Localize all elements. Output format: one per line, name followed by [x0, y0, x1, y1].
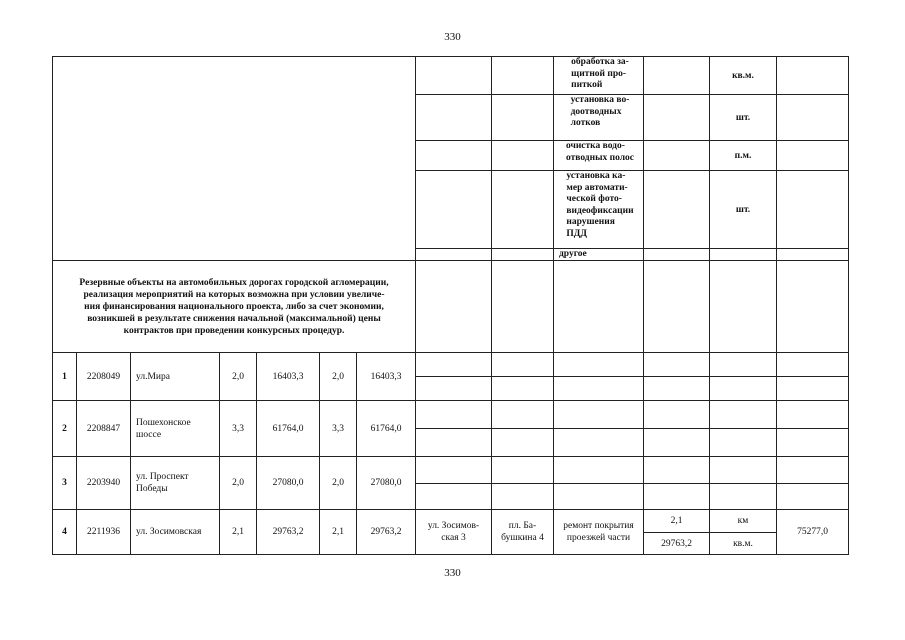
empty-cell — [709, 260, 777, 353]
empty-cell — [415, 140, 492, 171]
road-length-2: 2,0 — [319, 456, 357, 510]
section-start: ул. Зосимов- ская 3 — [415, 509, 492, 555]
empty-cell — [776, 456, 849, 484]
empty-cell — [643, 483, 710, 510]
road-cost-2: 61764,0 — [356, 400, 416, 457]
work-total: 75277,0 — [776, 509, 849, 555]
empty-cell — [491, 483, 554, 510]
road-code: 2211936 — [76, 509, 131, 555]
empty-cell — [491, 56, 554, 95]
empty-cell — [643, 94, 710, 141]
empty-cell — [643, 260, 710, 353]
road-code: 2208847 — [76, 400, 131, 457]
empty-cell — [643, 428, 710, 457]
work-unit: кв.м. — [709, 532, 777, 555]
empty-cell — [553, 260, 644, 353]
empty-cell — [643, 376, 710, 401]
empty-cell — [553, 352, 644, 377]
road-cost-2: 27080,0 — [356, 456, 416, 510]
empty-cell — [415, 94, 492, 141]
road-name: ул. Зосимовская — [130, 509, 220, 555]
empty-cell — [776, 428, 849, 457]
reserve-heading: Резервные объекты на автомобильных дорогах городской агломерации, реализация мероприятий на которых возможна при условии увеличе- ния финансирования национального проекта, либо за счет экономии, возникшей в результате снижения начальной (максимальной) цены контрактов при проведении конкурсных процедур. — [52, 260, 416, 353]
work-type-cell: установка ка- мер автомати- ческой фото- видеофиксации нарушения ПДД — [553, 170, 644, 249]
unit-cell: кв.м. — [709, 56, 777, 95]
empty-cell — [553, 400, 644, 429]
road-code: 2203940 — [76, 456, 131, 510]
row-number: 1 — [52, 352, 77, 401]
unit-cell: шт. — [709, 170, 777, 249]
empty-cell — [415, 428, 492, 457]
road-cost-2: 29763,2 — [356, 509, 416, 555]
empty-cell — [709, 456, 777, 484]
empty-cell — [776, 260, 849, 353]
empty-cell — [415, 400, 492, 429]
empty-cell — [709, 428, 777, 457]
empty-cell — [776, 56, 849, 95]
work-type-cell: обработка за- щитной про- питкой — [553, 56, 644, 95]
row-number: 2 — [52, 400, 77, 457]
empty-cell — [491, 428, 554, 457]
empty-cell — [553, 428, 644, 457]
work-volume: 2,1 — [643, 509, 710, 533]
row-number: 3 — [52, 456, 77, 510]
row-number: 4 — [52, 509, 77, 555]
work-unit: км — [709, 509, 777, 533]
empty-cell — [553, 376, 644, 401]
empty-cell — [709, 376, 777, 401]
section-end: пл. Ба- бушкина 4 — [491, 509, 554, 555]
unit-cell: шт. — [709, 94, 777, 141]
empty-cell — [491, 376, 554, 401]
road-length-2: 3,3 — [319, 400, 357, 457]
road-cost-2: 16403,3 — [356, 352, 416, 401]
empty-cell — [776, 352, 849, 377]
empty-cell — [643, 140, 710, 171]
empty-cell — [491, 456, 554, 484]
road-code: 2208049 — [76, 352, 131, 401]
empty-cell — [415, 260, 492, 353]
work-type-cell: установка во- доотводных лотков — [553, 94, 644, 141]
empty-cell — [415, 376, 492, 401]
empty-cell — [415, 56, 492, 95]
empty-cell — [491, 94, 554, 141]
unit-cell: п.м. — [709, 140, 777, 171]
empty-cell — [643, 400, 710, 429]
road-cost: 61764,0 — [256, 400, 320, 457]
empty-cell — [776, 140, 849, 171]
empty-cell — [643, 170, 710, 249]
empty-cell — [491, 400, 554, 429]
road-cost: 16403,3 — [256, 352, 320, 401]
empty-cell — [709, 483, 777, 510]
empty-cell — [491, 352, 554, 377]
road-name: ул. Проспект Победы — [130, 456, 220, 510]
road-length: 2,0 — [219, 352, 257, 401]
empty-cell — [491, 140, 554, 171]
empty-cell — [491, 260, 554, 353]
empty-cell — [709, 352, 777, 377]
work-volume: 29763,2 — [643, 532, 710, 555]
empty-cell — [776, 483, 849, 510]
empty-cell — [415, 483, 492, 510]
road-cost: 27080,0 — [256, 456, 320, 510]
empty-cell — [776, 170, 849, 249]
road-length: 3,3 — [219, 400, 257, 457]
empty-cell — [415, 352, 492, 377]
road-length: 2,0 — [219, 456, 257, 510]
empty-cell — [553, 456, 644, 484]
empty-cell — [709, 400, 777, 429]
empty-cell — [415, 456, 492, 484]
empty-cell — [643, 56, 710, 95]
work-type-cell: другое — [553, 248, 644, 261]
road-length: 2,1 — [219, 509, 257, 555]
empty-cell — [491, 170, 554, 249]
road-name: Пошехонское шоссе — [130, 400, 220, 457]
work-type-cell: очистка водо- отводных полос — [553, 140, 644, 171]
work-type: ремонт покрытия проезжей части — [553, 509, 644, 555]
empty-cell — [776, 400, 849, 429]
road-length-2: 2,0 — [319, 352, 357, 401]
road-length-2: 2,1 — [319, 509, 357, 555]
empty-cell — [553, 483, 644, 510]
road-name: ул.Мира — [130, 352, 220, 401]
empty-cell — [643, 456, 710, 484]
empty-cell — [643, 352, 710, 377]
empty-cell — [776, 94, 849, 141]
left-merged-block — [52, 56, 416, 261]
empty-cell — [415, 170, 492, 249]
road-cost: 29763,2 — [256, 509, 320, 555]
empty-cell — [776, 376, 849, 401]
page-number-top: 330 — [444, 31, 461, 43]
page-number-bottom: 330 — [444, 567, 461, 579]
